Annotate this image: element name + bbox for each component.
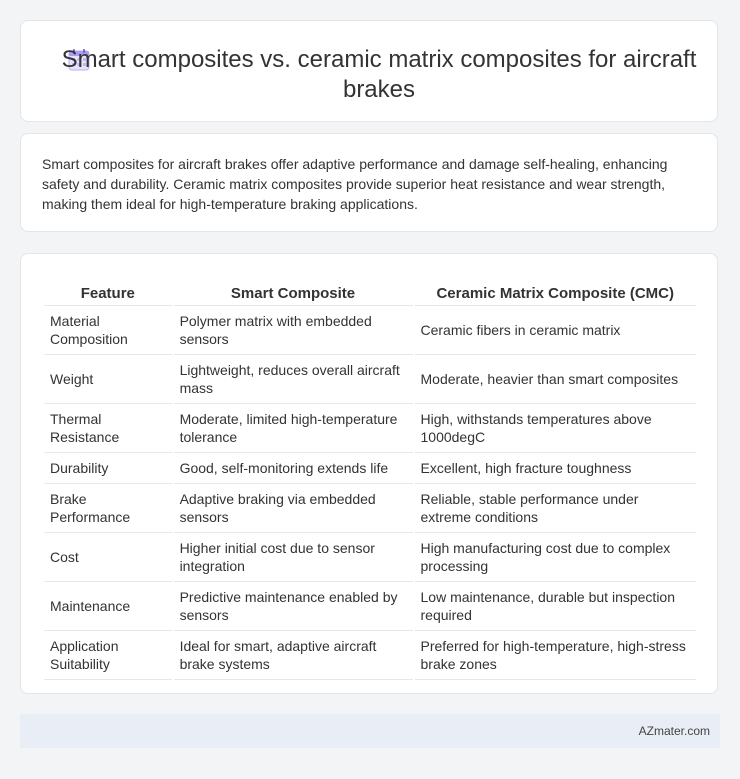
smart-cell: Polymer matrix with embedded sensors [174, 306, 413, 355]
summary-card [20, 133, 718, 232]
table-row [44, 453, 696, 484]
feature-cell: Maintenance [44, 582, 172, 631]
cmc-cell: Moderate, heavier than smart composites [415, 355, 697, 404]
smart-cell: Adaptive braking via embedded sensors [174, 484, 413, 533]
cmc-cell: Ceramic fibers in ceramic matrix [415, 306, 697, 355]
table-row [44, 404, 696, 453]
feature-cell: Material Composition [44, 306, 172, 355]
comparison-card [20, 253, 718, 694]
smart-cell: Predictive maintenance enabled by sensors [174, 582, 413, 631]
feature-cell: Brake Performance [44, 484, 172, 533]
footer-brand[interactable]: AZmater.com [638, 724, 710, 738]
feature-cell: Application Suitability [44, 631, 172, 680]
title-card [20, 20, 718, 122]
smart-cell: Moderate, limited high-temperature tolerance [174, 404, 413, 453]
smart-cell: Lightweight, reduces overall aircraft mass [174, 355, 413, 404]
smart-cell: Ideal for smart, adaptive aircraft brake systems [174, 631, 413, 680]
smart-cell: Good, self-monitoring extends life [174, 453, 413, 484]
table-row [44, 306, 696, 355]
header-cmc: Ceramic Matrix Composite (CMC) [415, 274, 697, 306]
cmc-cell: Excellent, high fracture toughness [415, 453, 697, 484]
feature-cell: Thermal Resistance [44, 404, 172, 453]
page-title: Smart composites vs. ceramic matrix composites for aircraft brakes [61, 46, 697, 103]
table-row [44, 484, 696, 533]
table-header-row [44, 274, 696, 306]
footer-bar [20, 714, 720, 748]
feature-cell: Durability [44, 453, 172, 484]
cmc-cell: Reliable, stable performance under extreme conditions [415, 484, 697, 533]
cmc-cell: High, withstands temperatures above 1000degC [415, 404, 697, 453]
header-feature: Feature [44, 274, 172, 306]
summary-text: Smart composites for aircraft brakes offer adaptive performance and damage self-healing, enhancing safety and durability. Ceramic matrix composites provide superior heat resistance and wear strength, making them ideal for high-temperature braking applications. [42, 156, 668, 212]
feature-cell: Cost [44, 533, 172, 582]
cmc-cell: Preferred for high-temperature, high-stress brake zones [415, 631, 697, 680]
table-row [44, 582, 696, 631]
cmc-cell: Low maintenance, durable but inspection required [415, 582, 697, 631]
header-smart-composite: Smart Composite [174, 274, 413, 306]
comparison-table [42, 274, 698, 680]
table-row [44, 631, 696, 680]
table-row [44, 533, 696, 582]
cmc-cell: High manufacturing cost due to complex processing [415, 533, 697, 582]
table-row [44, 355, 696, 404]
feature-cell: Weight [44, 355, 172, 404]
smart-cell: Higher initial cost due to sensor integration [174, 533, 413, 582]
